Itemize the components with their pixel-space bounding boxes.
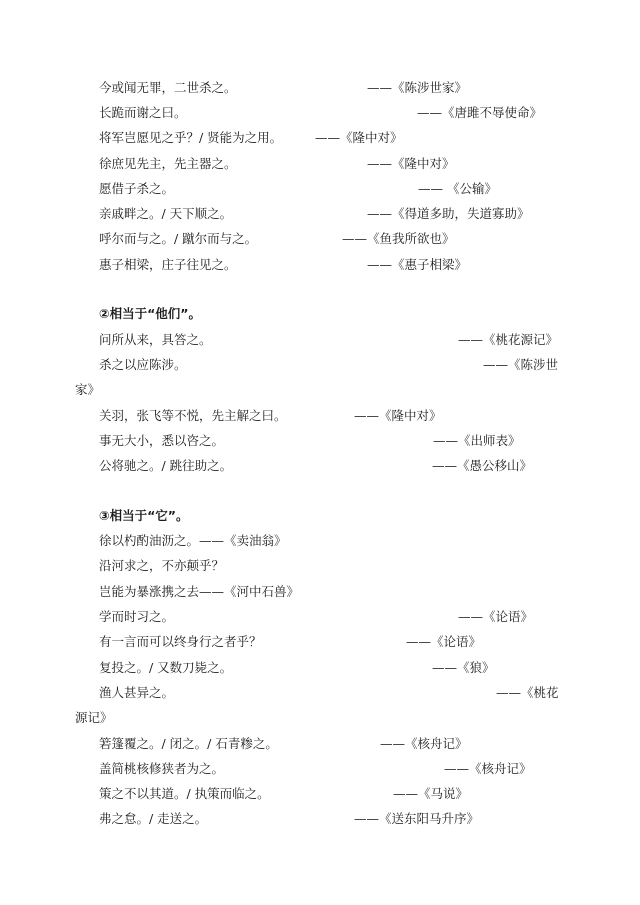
example-text: 复投之。/ 又数刀毙之。 bbox=[99, 660, 233, 675]
example-source: ——《核舟记》 bbox=[380, 736, 468, 751]
example-text: 呼尔而与之。/ 蹴尔而与之。 bbox=[99, 231, 258, 246]
example-line bbox=[0, 532, 640, 550]
example-text: 岂能为暴涨携之去——《河中石兽》 bbox=[99, 584, 300, 599]
example-text: 长跪而谢之曰。 bbox=[99, 105, 187, 120]
section-heading-text: ②相当于“他们”。 bbox=[99, 306, 202, 321]
example-source-wrap: 源记》 bbox=[75, 710, 113, 725]
example-line bbox=[0, 810, 640, 828]
example-line bbox=[0, 583, 640, 601]
example-source: ——《狼》 bbox=[432, 660, 495, 675]
example-text: 事无大小，悉以咨之。 bbox=[99, 433, 225, 448]
example-text: 亲戚畔之。/ 天下顺之。 bbox=[99, 206, 233, 221]
example-text: 渔人甚异之。 bbox=[99, 685, 175, 700]
example-source: ——《陈涉世 bbox=[483, 357, 559, 372]
example-line bbox=[0, 735, 640, 753]
example-text: 今或闻无罪，二世杀之。 bbox=[99, 80, 237, 95]
example-text: 将军岂愿见之乎？/ 贤能为之用。 bbox=[99, 130, 283, 145]
example-line bbox=[0, 129, 640, 147]
example-line bbox=[0, 205, 640, 223]
example-text: 有一言而可以终身行之者乎？ bbox=[99, 634, 262, 649]
example-source: ——《得道多助，失道寡助》 bbox=[367, 206, 530, 221]
example-text: 箬篷覆之。/ 闭之。/ 石青糁之。 bbox=[99, 736, 278, 751]
example-line bbox=[0, 557, 640, 575]
example-source: ——《核舟记》 bbox=[444, 761, 532, 776]
example-source: —— 《公输》 bbox=[418, 181, 497, 196]
section-heading bbox=[0, 507, 640, 525]
example-source: ——《论语》 bbox=[406, 634, 482, 649]
example-line bbox=[0, 331, 640, 349]
example-line bbox=[0, 104, 640, 122]
example-text: 愿借子杀之。 bbox=[99, 181, 175, 196]
example-text: 策之不以其道。/ 执策而临之。 bbox=[99, 786, 270, 801]
example-text: 关羽，张飞等不悦，先主解之曰。 bbox=[99, 408, 287, 423]
example-source: ——《惠子相梁》 bbox=[367, 257, 468, 272]
section-heading-text: ③相当于“它”。 bbox=[99, 508, 189, 523]
example-line bbox=[0, 608, 640, 626]
example-line-continuation bbox=[0, 381, 640, 399]
example-line bbox=[0, 659, 640, 677]
example-source-wrap: 家》 bbox=[75, 382, 101, 397]
example-source: ——《陈涉世家》 bbox=[367, 80, 468, 95]
example-text: 盖简桃核修狭者为之。 bbox=[99, 761, 225, 776]
example-source: ——《送东阳马升序》 bbox=[354, 811, 480, 826]
example-text: 问所从来，具答之。 bbox=[99, 332, 212, 347]
example-source: ——《唐雎不辱使命》 bbox=[417, 105, 543, 120]
example-source: ——《隆中对》 bbox=[354, 408, 442, 423]
example-line bbox=[0, 79, 640, 97]
example-line bbox=[0, 457, 640, 475]
example-line bbox=[0, 230, 640, 248]
example-line bbox=[0, 407, 640, 425]
example-text: 徐庶见先主，先主器之。 bbox=[99, 156, 237, 171]
example-text: 学而时习之。 bbox=[99, 609, 175, 624]
example-line bbox=[0, 760, 640, 778]
example-text: 杀之以应陈涉。 bbox=[99, 357, 187, 372]
example-line bbox=[0, 633, 640, 651]
example-line-continuation bbox=[0, 709, 640, 727]
example-line bbox=[0, 256, 640, 274]
example-line bbox=[0, 180, 640, 198]
example-source: ——《马说》 bbox=[393, 786, 469, 801]
example-source: ——《隆中对》 bbox=[367, 156, 455, 171]
example-source: ——《鱼我所欲也》 bbox=[342, 231, 455, 246]
example-line bbox=[0, 785, 640, 803]
example-line bbox=[0, 155, 640, 173]
example-line bbox=[0, 684, 640, 702]
example-text: 公将驰之。/ 跳往助之。 bbox=[99, 458, 233, 473]
section-heading bbox=[0, 305, 640, 323]
example-text: 弗之怠。/ 走送之。 bbox=[99, 811, 208, 826]
example-line bbox=[0, 356, 640, 374]
example-text: 徐以杓酌油沥之。——《卖油翁》 bbox=[99, 533, 287, 548]
example-source: ——《桃花 bbox=[496, 685, 559, 700]
example-source: ——《桃花源记》 bbox=[458, 332, 559, 347]
example-source: ——《隆中对》 bbox=[315, 130, 403, 145]
example-source: ——《出师表》 bbox=[433, 433, 521, 448]
example-source: ——《愚公移山》 bbox=[432, 458, 533, 473]
example-text: 沿河求之，不亦颠乎？ bbox=[99, 558, 225, 573]
example-source: ——《论语》 bbox=[458, 609, 534, 624]
example-line bbox=[0, 432, 640, 450]
example-text: 惠子相梁，庄子往见之。 bbox=[99, 257, 237, 272]
